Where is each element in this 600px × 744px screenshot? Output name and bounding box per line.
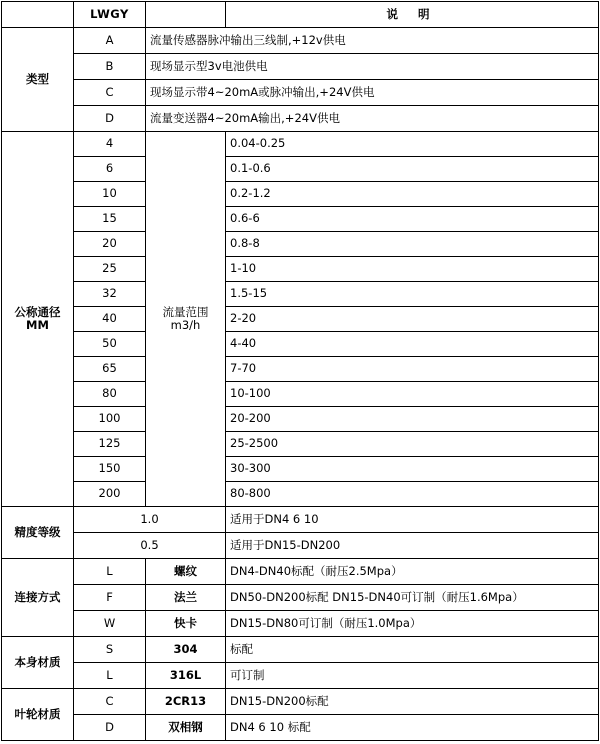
- table-row: [2, 182, 599, 207]
- description-cell: DN15-DN200标配: [226, 689, 599, 715]
- code-cell: B: [74, 54, 146, 80]
- description-cell: 20-200: [226, 407, 599, 432]
- material-name-cell: 316L: [146, 663, 226, 689]
- header-blank2-cell: [146, 2, 226, 28]
- code-cell: 20: [74, 232, 146, 257]
- code-cell: L: [74, 663, 146, 689]
- table-row: [2, 282, 599, 307]
- table-row: [2, 157, 599, 182]
- table-row: [2, 80, 599, 106]
- category-nominal-diameter: [2, 132, 74, 507]
- table-row: [2, 407, 599, 432]
- code-cell: 100: [74, 407, 146, 432]
- code-cell: 125: [74, 432, 146, 457]
- header-description-cell: 说 明: [226, 2, 599, 28]
- code-cell: C: [74, 689, 146, 715]
- code-cell: 15: [74, 207, 146, 232]
- table-header-row: [2, 2, 599, 28]
- material-name-cell: 双相钢: [146, 715, 226, 741]
- connection-name-cell: 法兰: [146, 585, 226, 611]
- code-cell: 4: [74, 132, 146, 157]
- code-cell: 6: [74, 157, 146, 182]
- description-cell: 30-300: [226, 457, 599, 482]
- description-cell: DN50-DN200标配 DN15-DN40可订制（耐压1.6Mpa）: [226, 585, 599, 611]
- code-cell: L: [74, 559, 146, 585]
- table-row: [2, 663, 599, 689]
- code-cell: 50: [74, 332, 146, 357]
- description-cell: 标配: [226, 637, 599, 663]
- code-cell: 25: [74, 257, 146, 282]
- description-cell: 流量变送器4~20mA输出,+24V供电: [146, 106, 599, 132]
- code-cell: 0.5: [74, 533, 226, 559]
- code-cell: S: [74, 637, 146, 663]
- code-cell: D: [74, 715, 146, 741]
- description-cell: 0.04-0.25: [226, 132, 599, 157]
- code-cell: 150: [74, 457, 146, 482]
- table-row: [2, 382, 599, 407]
- material-name-cell: 2CR13: [146, 689, 226, 715]
- connection-name-cell: 快卡: [146, 611, 226, 637]
- description-cell: 可订制: [226, 663, 599, 689]
- table-row: [2, 559, 599, 585]
- code-cell: C: [74, 80, 146, 106]
- code-cell: 32: [74, 282, 146, 307]
- code-cell: 1.0: [74, 507, 226, 533]
- category-connection-type: 连接方式: [2, 559, 74, 637]
- description-cell: 2-20: [226, 307, 599, 332]
- table-row: [2, 689, 599, 715]
- category-nominal-diameter-line2: MM: [26, 318, 49, 332]
- table-row: [2, 28, 599, 54]
- description-cell: DN15-DN80可订制（耐压1.0Mpa）: [226, 611, 599, 637]
- table-row: [2, 457, 599, 482]
- specification-table: [1, 1, 599, 741]
- category-impeller-material: 叶轮材质: [2, 689, 74, 741]
- table-row: [2, 257, 599, 282]
- table-row: [2, 715, 599, 741]
- description-cell: 80-800: [226, 482, 599, 507]
- flow-range-line2: m3/h: [170, 318, 201, 332]
- code-cell: 10: [74, 182, 146, 207]
- table-row: [2, 307, 599, 332]
- header-blank-cell: [2, 2, 74, 28]
- code-cell: 65: [74, 357, 146, 382]
- table-row: [2, 432, 599, 457]
- description-cell: DN4-DN40标配（耐压2.5Mpa）: [226, 559, 599, 585]
- category-body-material: 本身材质: [2, 637, 74, 689]
- description-cell: 1-10: [226, 257, 599, 282]
- description-cell: 现场显示型3v电池供电: [146, 54, 599, 80]
- code-cell: 40: [74, 307, 146, 332]
- code-cell: W: [74, 611, 146, 637]
- description-cell: 现场显示带4~20mA或脉冲输出,+24V供电: [146, 80, 599, 106]
- table-row: [2, 482, 599, 507]
- material-name-cell: 304: [146, 637, 226, 663]
- table-row: [2, 507, 599, 533]
- description-cell: 10-100: [226, 382, 599, 407]
- code-cell: 200: [74, 482, 146, 507]
- flow-range-line1: 流量范围: [162, 304, 209, 319]
- description-cell: 0.1-0.6: [226, 157, 599, 182]
- description-cell: 0.8-8: [226, 232, 599, 257]
- code-cell: D: [74, 106, 146, 132]
- table-row: [2, 332, 599, 357]
- table-row: [2, 611, 599, 637]
- category-nominal-diameter-line1: 公称通径: [14, 304, 61, 319]
- table-row: [2, 585, 599, 611]
- description-cell: 25-2500: [226, 432, 599, 457]
- description-cell: 1.5-15: [226, 282, 599, 307]
- description-cell: DN4 6 10 标配: [226, 715, 599, 741]
- table-row: [2, 106, 599, 132]
- table-row: [2, 132, 599, 157]
- table-row: [2, 357, 599, 382]
- description-cell: 适用于DN15-DN200: [226, 533, 599, 559]
- code-cell: A: [74, 28, 146, 54]
- table-row: [2, 54, 599, 80]
- code-cell: F: [74, 585, 146, 611]
- table-row: [2, 232, 599, 257]
- description-cell: 0.2-1.2: [226, 182, 599, 207]
- connection-name-cell: 螺纹: [146, 559, 226, 585]
- category-accuracy-grade: 精度等级: [2, 507, 74, 559]
- table-row: [2, 533, 599, 559]
- description-cell: 4-40: [226, 332, 599, 357]
- description-cell: 适用于DN4 6 10: [226, 507, 599, 533]
- table-row: [2, 637, 599, 663]
- description-cell: 流量传感器脉冲输出三线制,+12v供电: [146, 28, 599, 54]
- flow-range-label: [146, 132, 226, 507]
- description-cell: 0.6-6: [226, 207, 599, 232]
- code-cell: 80: [74, 382, 146, 407]
- category-type: 类型: [2, 28, 74, 132]
- table-row: [2, 207, 599, 232]
- header-model-cell: LWGY: [74, 2, 146, 28]
- description-cell: 7-70: [226, 357, 599, 382]
